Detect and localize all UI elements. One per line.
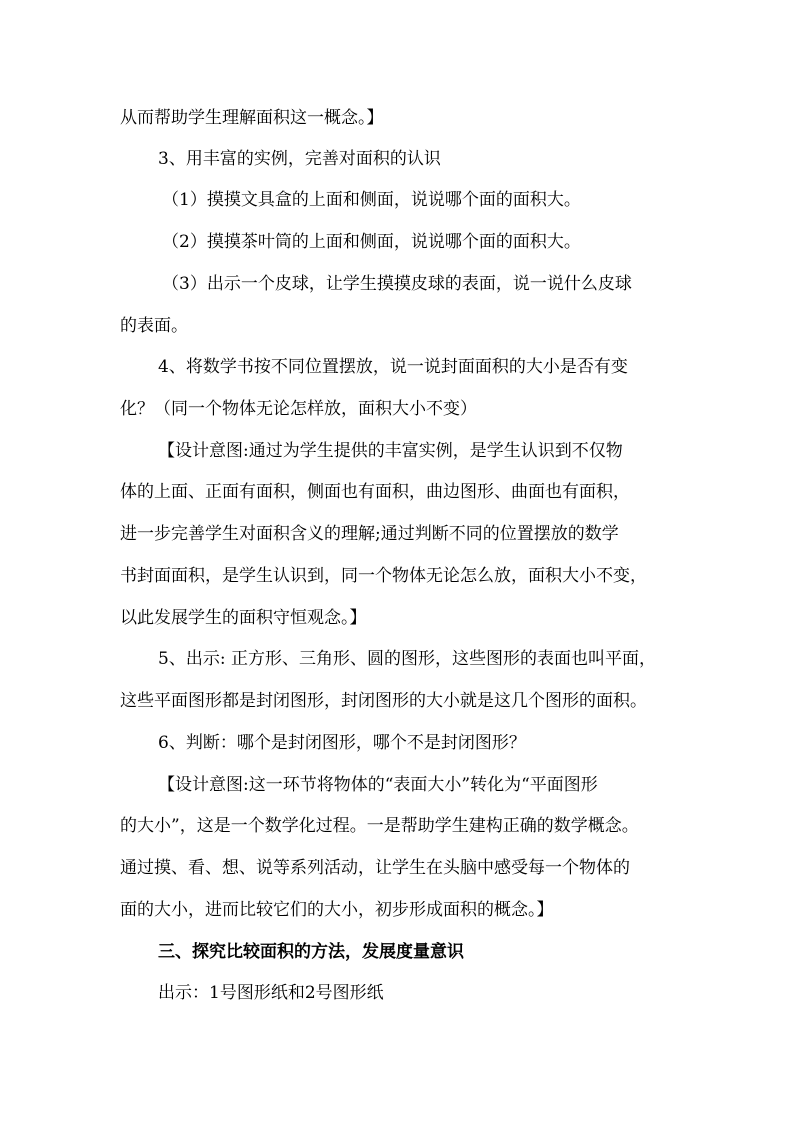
- paragraph-line: 通过摸、看、想、说等系列活动，让学生在头脑中感受每一个物体的: [120, 858, 630, 878]
- paragraph-line: 面的大小，进而比较它们的大小，初步形成面积的概念。】: [120, 900, 554, 920]
- paragraph-line: 进一步完善学生对面积含义的理解;通过判断不同的位置摆放的数学: [120, 524, 619, 544]
- paragraph-line: 的表面。: [120, 316, 188, 336]
- section-heading: 6、判断：哪个是封闭图形，哪个不是封闭图形？: [158, 733, 526, 753]
- paragraph-line: 体的上面、正面有面积，侧面也有面积，曲边图形、曲面也有面积，: [120, 482, 630, 502]
- list-item: （2）摸摸茶叶筒的上面和侧面，说说哪个面的面积大。: [162, 232, 581, 252]
- paragraph-line: 这些平面图形都是封闭图形，封闭图形的大小就是这几个图形的面积。: [120, 691, 647, 711]
- section-heading: 3、用丰富的实例，完善对面积的认识: [158, 149, 441, 169]
- chapter-heading: 三、探究比较面积的方法，发展度量意识: [158, 942, 464, 962]
- paragraph-line: 的大小”，这是一个数学化过程。一是帮助学生建构正确的数学概念。: [120, 816, 639, 836]
- paragraph-line: 出示：1号图形纸和2号图形纸: [158, 983, 384, 1003]
- paragraph-line: 书封面面积，是学生认识到，同一个物体无论怎么放，面积大小不变，: [120, 566, 647, 586]
- design-intent-paragraph: 【设计意图:这一环节将物体的“表面大小”转化为“平面图形: [158, 775, 598, 795]
- list-item: （3）出示一个皮球，让学生摸摸皮球的表面，说一说什么皮球: [162, 274, 632, 294]
- section-heading: 4、将数学书按不同位置摆放，说一说封面面积的大小是否有变: [158, 357, 628, 377]
- design-intent-paragraph: 【设计意图:通过为学生提供的丰富实例，是学生认识到不仅物: [158, 441, 623, 461]
- paragraph-line: 从而帮助学生理解面积这一概念。】: [120, 108, 384, 128]
- paragraph-line: 化？（同一个物体无论怎样放，面积大小不变）: [120, 399, 477, 419]
- section-heading: 5、出示: 正方形、三角形、圆的图形，这些图形的表面也叫平面，: [158, 649, 656, 669]
- paragraph-line: 以此发展学生的面积守恒观念。】: [120, 608, 367, 628]
- list-item: （1）摸摸文具盒的上面和侧面，说说哪个面的面积大。: [162, 190, 581, 210]
